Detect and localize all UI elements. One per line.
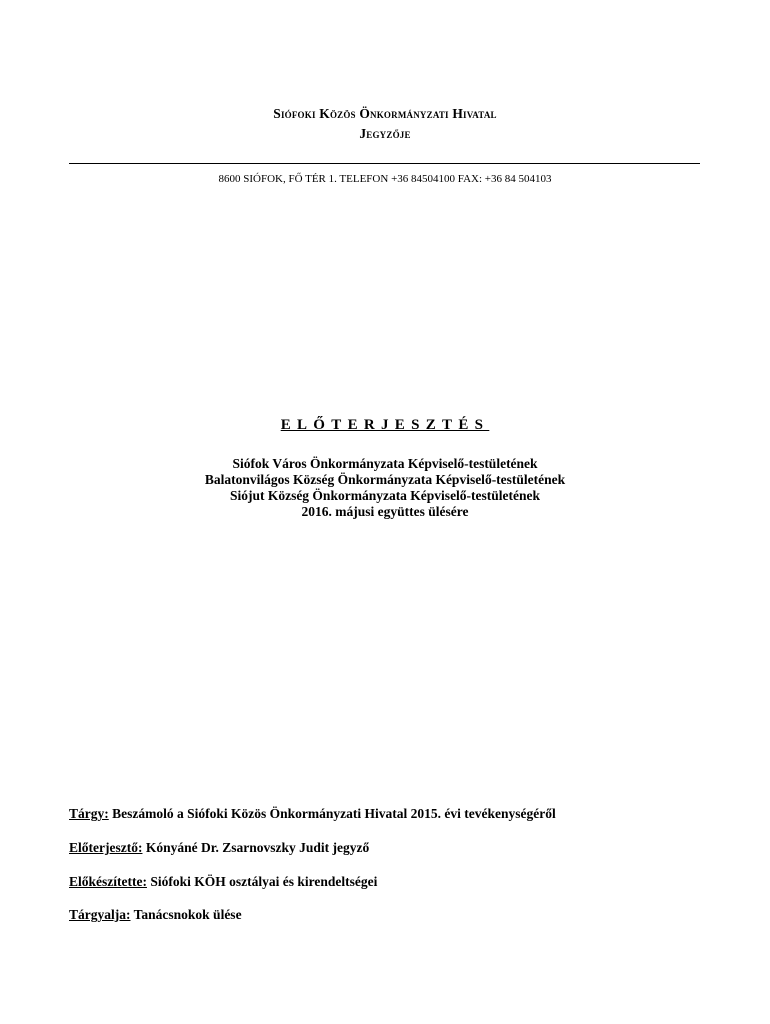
document-title: ELŐTERJESZTÉS [280,417,490,433]
recipient-line: Balatonvilágos Község Önkormányzata Képviselő-testületének [204,472,566,487]
recipient-line: Siófok Város Önkormányzata Képviselő-testületének [232,456,538,471]
presenter-value: Kónyáné Dr. Zsarnovszky Judit jegyző [145,840,370,855]
subject-field [69,806,556,822]
office-name: Siófoki Közös Önkormányzati Hivatal [273,106,497,121]
recipient-line: Siójut Község Önkormányzata Képviselő-testületének [229,488,541,503]
subject-value: Beszámoló a Siófoki Közös Önkormányzati Hivatal 2015. évi tevékenységéről [112,806,556,821]
prepared-by-field [69,874,377,890]
prepared-by-label: Előkészítette: [69,874,147,889]
discussed-by-label: Tárgyalja: [69,907,131,922]
prepared-by-value: Siófoki KÖH osztályai és kirendeltségei [150,874,378,889]
presenter-label: Előterjesztő: [69,840,143,855]
subject-label: Tárgy: [69,806,109,821]
presenter-field [69,840,369,856]
office-address: 8600 SIÓFOK, FŐ TÉR 1. TELEFON +36 84504100 FAX: +36 84 504103 [218,173,552,185]
header-divider [69,163,700,164]
meeting-line: 2016. májusi együttes ülésére [301,504,469,519]
office-role: Jegyzője [359,126,411,141]
discussed-by-field [69,907,242,923]
discussed-by-value: Tanácsnokok ülése [133,907,242,922]
